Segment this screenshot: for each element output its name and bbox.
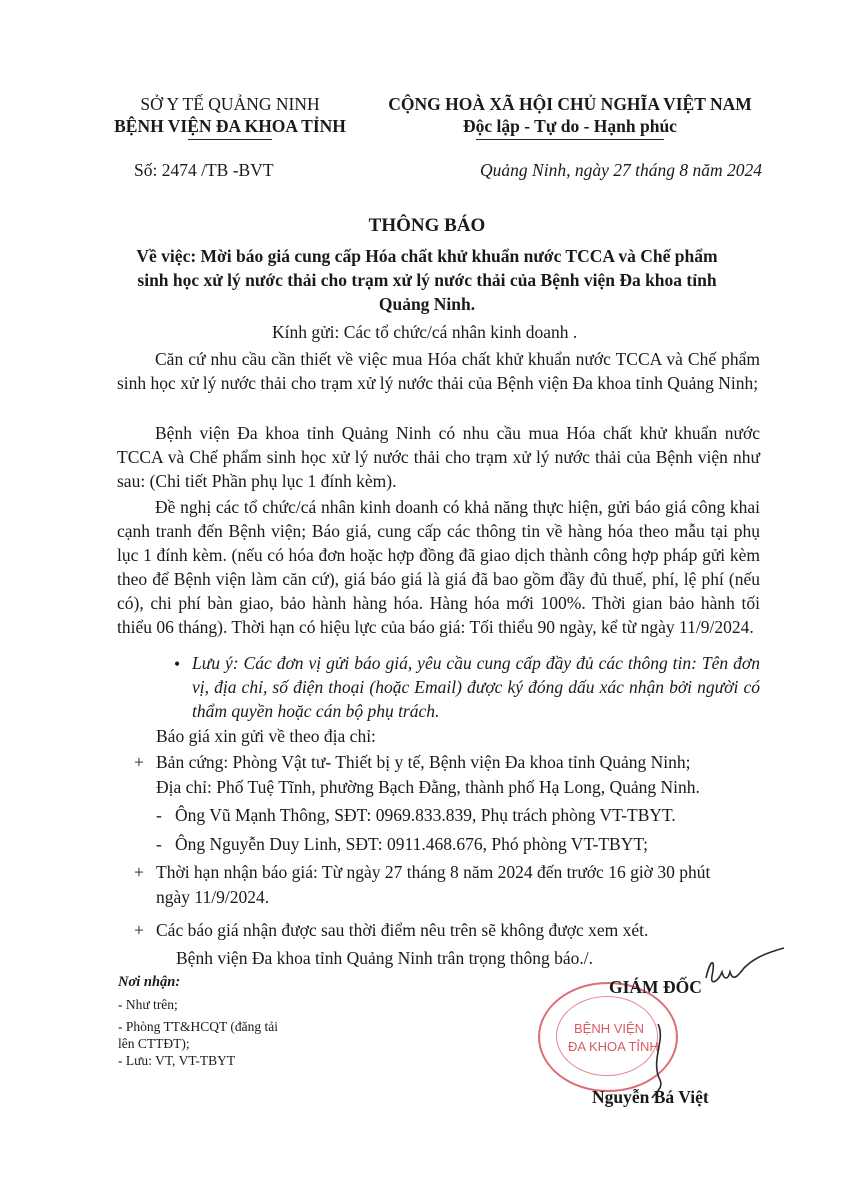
subject-line-2: sinh học xử lý nước thải cho trạm xử lý nước thải của Bệnh viện Đa khoa tỉnh	[137, 270, 717, 290]
signer-name: Nguyễn Bá Việt	[592, 1087, 709, 1107]
document-date: Quảng Ninh, ngày 27 tháng 8 năm 2024	[480, 160, 762, 180]
late-submission-line: Các báo giá nhận được sau thời điểm nêu trên sẽ không được xem xét.	[156, 920, 649, 940]
stamp-line-1: BỆNH VIỆN	[574, 1021, 645, 1036]
greeting: Kính gửi: Các tổ chức/cá nhân kinh doanh .	[272, 322, 578, 342]
contact-2: Ông Nguyễn Duy Linh, SĐT: 0911.468.676, Phó phòng VT-TBYT;	[175, 834, 648, 854]
address-line: Địa chỉ: Phố Tuệ Tĩnh, phường Bạch Đằng, thành phố Hạ Long, Quảng Ninh.	[156, 777, 700, 797]
paragraph-2: Bệnh viện Đa khoa tỉnh Quảng Ninh có nhu cầu mua Hóa chất khử khuẩn nước TCCA và Chế phẩm sinh học xử lý nước thải cho trạm xử lý nước thải của Bệnh viện như sau: (Chi tiết Phần phụ lục 1 đính kèm).	[117, 423, 760, 491]
document-title: THÔNG BÁO	[368, 215, 486, 236]
hospital-name: BỆNH VIỆN ĐA KHOA TỈNH	[114, 116, 346, 136]
hard-copy-line: Bản cứng: Phòng Vật tư- Thiết bị y tế, Bệnh viện Đa khoa tỉnh Quảng Ninh;	[156, 752, 691, 772]
subject-line-3: Quảng Ninh.	[378, 294, 476, 314]
national-motto: Độc lập - Tự do - Hạnh phúc	[463, 116, 677, 136]
note-body: Các đơn vị gửi báo giá, yêu cầu cung cấp đầy đủ các thông tin: Tên đơn vị, địa chỉ, số điện thoại (hoặc Email) được ký đóng dấu xác nhận bởi người có thẩm quyền hoặc cán bộ phụ trách.	[192, 653, 760, 721]
document-number: Số: 2474 /TB -BVT	[134, 160, 274, 180]
signer-title: GIÁM ĐỐC	[609, 977, 702, 997]
header-left-rule	[188, 139, 272, 140]
stamp-line-2: ĐA KHOA TỈNH	[568, 1039, 659, 1054]
dash-marker-1: -	[156, 805, 162, 825]
note-text	[192, 651, 760, 723]
subject-line-1: Về việc: Mời báo giá cung cấp Hóa chất khử khuẩn nước TCCA và Chế phẩm	[136, 246, 718, 266]
recipient-3: lên CTTĐT);	[118, 1036, 190, 1051]
recipients-title: Nơi nhận:	[118, 974, 181, 990]
closing-line: Bệnh viện Đa khoa tỉnh Quảng Ninh trân trọng thông báo./.	[176, 948, 594, 968]
recipient-4: - Lưu: VT, VT-TBYT	[118, 1053, 236, 1068]
paragraph-3: Đề nghị các tổ chức/cá nhân kinh doanh có khả năng thực hiện, gửi báo giá công khai cạnh tranh đến Bệnh viện; Báo giá, cung cấp các thông tin về hàng hóa theo mẫu tại phụ lục 1 đính kèm. (nếu có hóa đơn hoặc hợp đồng đã giao dịch thành công hợp pháp gửi kèm theo để Bệnh viện làm căn cứ), giá báo giá là giá đã bao gồm đầy đủ thuế, phí, lệ phí (nếu có), chi phí bàn giao, bảo hành hàng hóa. Hàng hóa mới 100%. Thời gian bảo hành tối thiểu 06 tháng). Thời hạn có hiệu lực của báo giá: Tối thiểu 90 ngày, kể từ ngày 11/9/2024.	[117, 497, 760, 637]
director-signature-icon	[700, 946, 790, 1006]
national-title: CỘNG HOÀ XÃ HỘI CHỦ NGHĨA VIỆT NAM	[388, 94, 752, 114]
plus-marker-3: +	[134, 920, 144, 940]
dash-marker-2: -	[156, 834, 162, 854]
paragraph-1: Căn cứ nhu cầu cần thiết về việc mua Hóa chất khử khuẩn nước TCCA và Chế phẩm sinh học xử lý nước thải cho trạm xử lý nước thải của Bệnh viện Đa khoa tỉnh Quảng Ninh;	[117, 349, 760, 393]
plus-marker-1: +	[134, 752, 144, 772]
note-label: Lưu ý:	[192, 653, 239, 673]
contact-1: Ông Vũ Mạnh Thông, SĐT: 0969.833.839, Phụ trách phòng VT-TBYT.	[175, 805, 676, 825]
recipient-2: - Phòng TT&HCQT (đăng tải	[118, 1019, 278, 1034]
deadline-line-2: ngày 11/9/2024.	[156, 887, 270, 907]
deadline-line-1: Thời hạn nhận báo giá: Từ ngày 27 tháng 8 năm 2024 đến trước 16 giờ 30 phút	[156, 862, 711, 882]
address-intro: Báo giá xin gửi về theo địa chỉ:	[156, 726, 376, 746]
plus-marker-2: +	[134, 862, 144, 882]
agency-name: SỞ Y TẾ QUẢNG NINH	[140, 94, 320, 114]
note-bullet: •	[174, 654, 181, 674]
header-right-rule	[476, 139, 664, 140]
recipient-1: - Như trên;	[118, 997, 178, 1012]
